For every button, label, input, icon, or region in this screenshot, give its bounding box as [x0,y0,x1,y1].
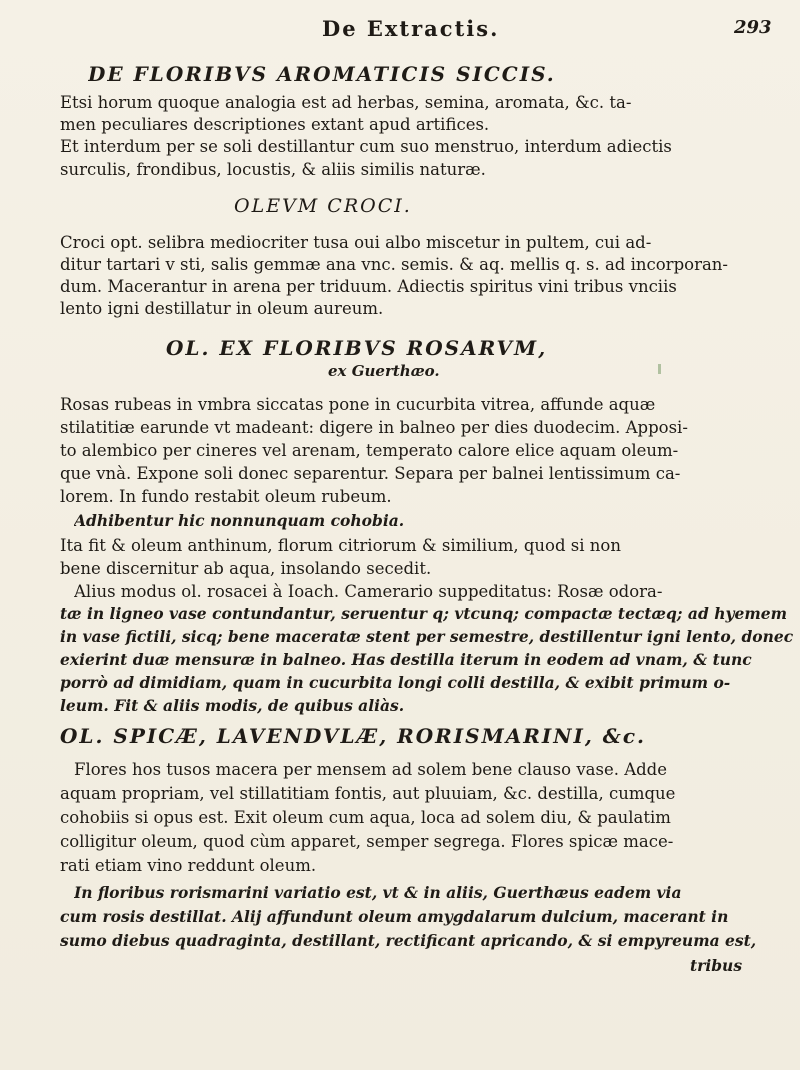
section-title-rosarum: OL. EX FLORIBVS ROSARVM, [166,336,548,360]
catchword: tribus [690,956,743,975]
text-line: Flores hos tusos macera per mensem ad solem bene clauso vase. Adde [74,760,668,779]
section-subtitle: ex Guerthæo. [328,362,440,380]
running-head: De Extractis. [322,16,500,41]
italic-line: tæ in ligneo vase contundantur, seruentur q; vtcunq; compactæ tectæq; ad hyemem [60,604,788,623]
text-line: Alius modus ol. rosacei à Ioach. Camerario suppeditatus: Rosæ odora- [74,582,663,601]
text-line: Et interdum per se soli destillantur cum suo menstruo, interdum adiectis [60,137,672,156]
text-line: aquam propriam, vel stillatitiam fontis, aut pluuiam, &c. destilla, cumque [60,784,676,803]
text-line: surculis, frondibus, locustis, & aliis similis naturæ. [60,160,486,179]
text-line: lorem. In fundo restabit oleum rubeum. [60,487,392,506]
text-line: Croci opt. selibra mediocriter tusa oui albo miscetur in pultem, cui ad- [60,233,652,252]
italic-line: In floribus rorismarini variatio est, vt & in aliis, Guerthæus eadem via [74,883,682,902]
text-line: colligitur oleum, quod cùm apparet, semper segrega. Flores spicæ mace- [60,832,674,851]
italic-line: exierint duæ mensuræ in balneo. Has destilla iterum in eodem ad vnam, & tunc [60,650,752,669]
text-line: cohobiis si opus est. Exit oleum cum aqua, loca ad solem diu, & paulatim [60,808,671,827]
text-line: Rosas rubeas in vmbra siccatas pone in cucurbita vitrea, affunde aquæ [60,395,656,414]
italic-line: porrò ad dimidiam, quam in cucurbita longi colli destilla, & exibit primum o- [60,673,731,692]
text-line: ditur tartari v sti, salis gemmæ ana vnc. semis. & aq. mellis q. s. ad incorporan- [60,255,728,274]
italic-line: in vase fictili, sicq; bene maceratæ stent per semestre, destillentur igni lento, donec [60,627,794,646]
italic-line: leum. Fit & aliis modis, de quibus aliàs. [60,696,405,715]
text-line: dum. Macerantur in arena per triduum. Adiectis spiritus vini tribus vnciis [60,277,677,296]
text-line: Etsi horum quoque analogia est ad herbas, semina, aromata, &c. ta- [60,93,632,112]
text-line: rati etiam vino reddunt oleum. [60,856,317,875]
text-line: to alembico per cineres vel arenam, temperato calore elice aquam oleum- [60,441,679,460]
page-header [0,16,800,42]
text-line: bene discernitur ab aqua, insolando secedit. [60,559,432,578]
italic-line: cum rosis destillat. Alij affundunt oleum amygdalarum dulcium, macerant in [60,907,729,926]
italic-line: sumo diebus quadraginta, destillant, rectificant apricando, & si empyreuma est, [60,931,757,950]
margin-mark [658,364,661,374]
italic-note: Adhibentur hic nonnunquam cohobia. [74,511,405,530]
page-number: 293 [734,17,772,38]
text-line: men peculiares descriptiones extant apud artifices. [60,115,490,134]
section-title-spicae: OL. SPICÆ, LAVENDVLÆ, RORISMARINI, &c. [60,724,646,748]
text-line: que vnà. Expone soli donec separentur. Separa per balnei lentissimum ca- [60,464,681,483]
section-title-croci: OLEVM CROCI. [234,195,412,217]
section-title-floribus: DE FLORIBVS AROMATICIS SICCIS. [88,62,556,86]
text-line: Ita fit & oleum anthinum, florum citriorum & similium, quod si non [60,536,621,555]
text-line: stilatitiæ earunde vt madeant: digere in balneo per dies duodecim. Apposi- [60,418,688,437]
text-line: lento igni destillatur in oleum aureum. [60,299,384,318]
